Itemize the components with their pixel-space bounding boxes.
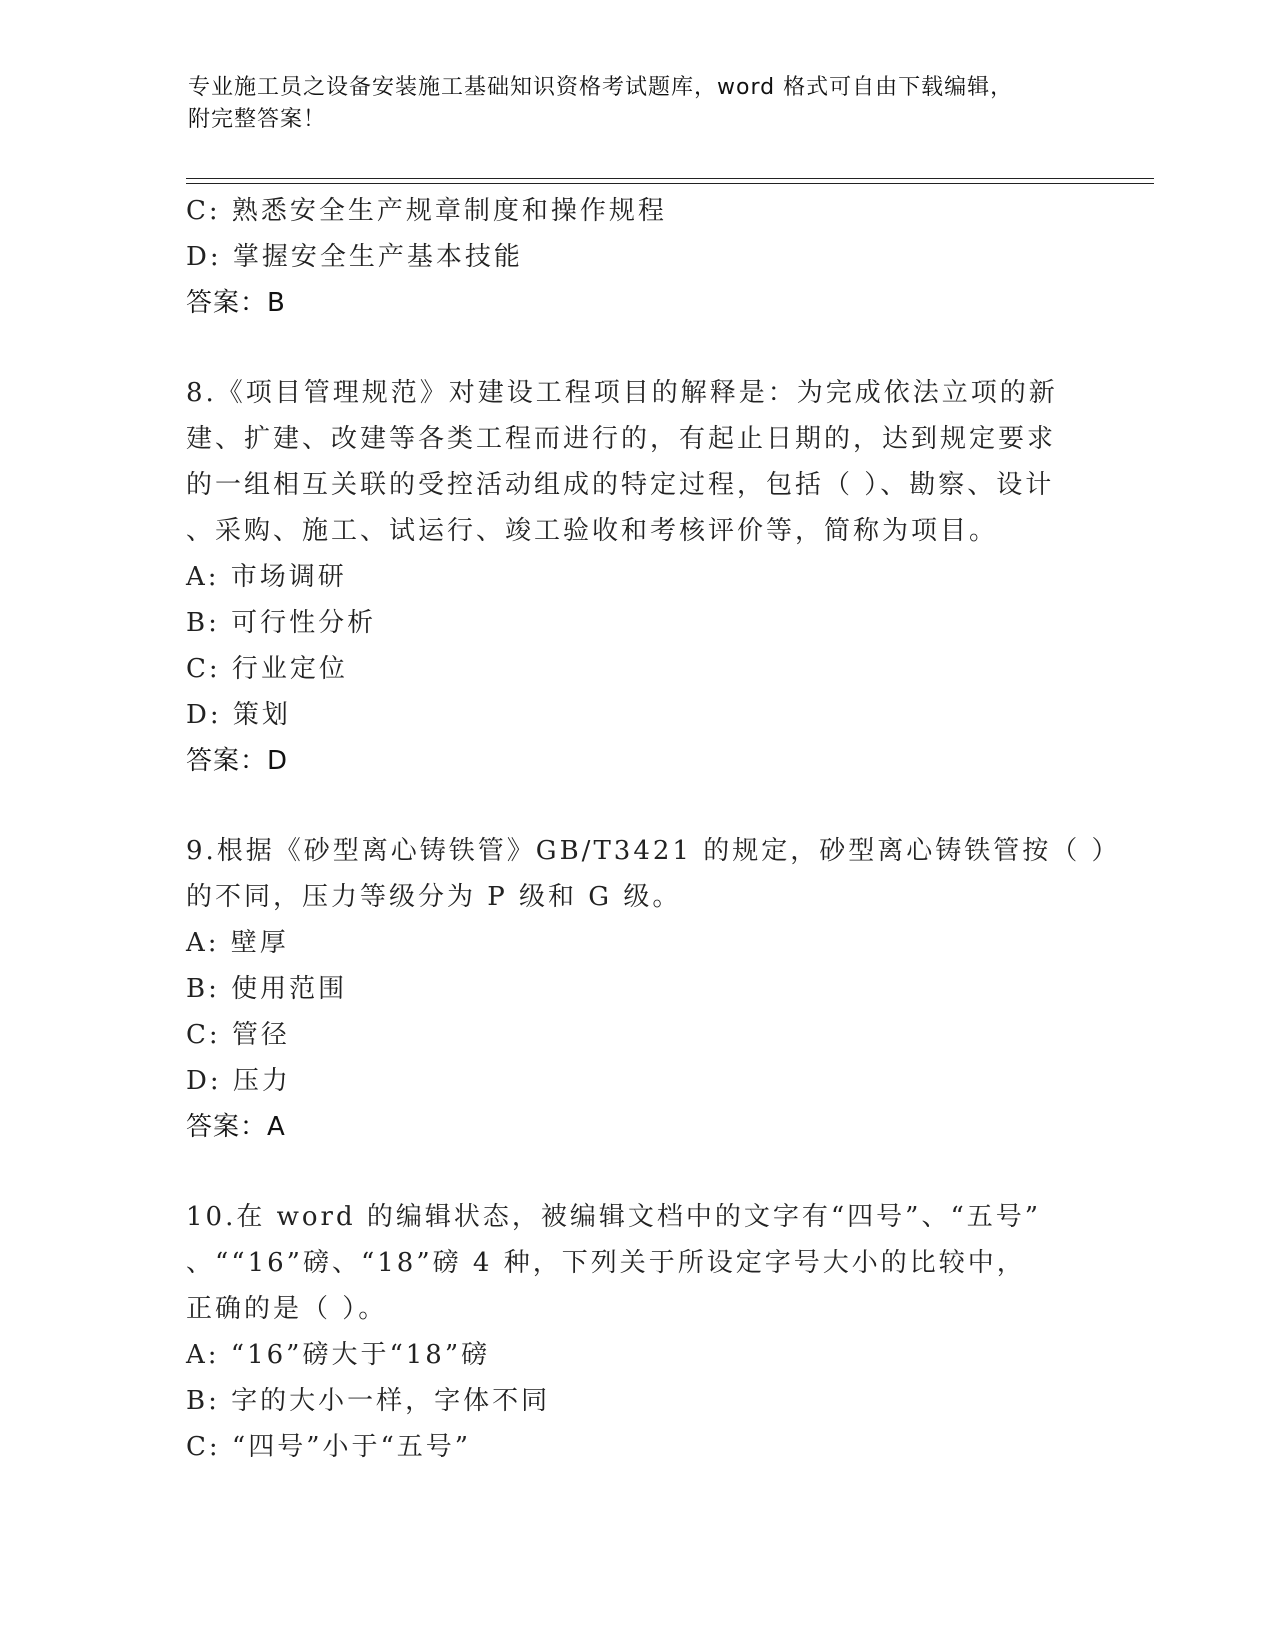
question-stem-line: 的一组相互关联的受控活动组成的特定过程，包括（ ）、勘察、设计: [186, 470, 1055, 500]
option-d: D: 策划: [186, 700, 291, 730]
option-d: D: 掌握安全生产基本技能: [186, 242, 523, 272]
question-stem-line: 8.《项目管理规范》对建设工程项目的解释是：为完成依法立项的新: [186, 378, 1058, 408]
header-divider-top: [186, 178, 1154, 179]
question-stem-line: 的不同，压力等级分为 P 级和 G 级。: [186, 882, 682, 912]
option-a: A: 壁厚: [186, 928, 289, 958]
option-d: D: 压力: [186, 1066, 291, 1096]
answer-label: 答案：B: [186, 288, 286, 318]
option-a: A: 市场调研: [186, 562, 347, 592]
document-header: [188, 72, 1068, 136]
question-9: [186, 828, 1121, 1150]
question-stem-line: 10.在 word 的编辑状态，被编辑文档中的文字有“四号”、“五号”: [186, 1202, 1042, 1232]
option-c: C: 行业定位: [186, 654, 348, 684]
question-stem-line: 正确的是（ ）。: [186, 1294, 388, 1324]
question-10: [186, 1194, 1086, 1470]
option-b: B: 可行性分析: [186, 608, 377, 638]
question-8: [186, 370, 1086, 784]
option-a: A: “16”磅大于“18”磅: [186, 1340, 491, 1370]
question-stem-line: 、““16”磅、“18”磅 4 种，下列关于所设定字号大小的比较中，: [186, 1248, 1026, 1278]
header-line-2: 附完整答案！: [188, 107, 327, 132]
option-c: C: 熟悉安全生产规章制度和操作规程: [186, 196, 667, 226]
spacer: [186, 784, 1086, 828]
answer-label: 答案：A: [186, 1112, 286, 1142]
answer-label: 答案：D: [186, 746, 289, 776]
header-line-1: 专业施工员之设备安装施工基础知识资格考试题库，word 格式可自由下载编辑，: [188, 75, 1014, 100]
option-b: B: 使用范围: [186, 974, 348, 1004]
header-divider-bottom: [186, 183, 1154, 184]
question-stem-line: 建、扩建、改建等各类工程而进行的，有起止日期的，达到规定要求: [186, 424, 1057, 454]
document-body: [186, 188, 1121, 1470]
option-b: B: 字的大小一样，字体不同: [186, 1386, 551, 1416]
spacer: [186, 1150, 1086, 1194]
question-stem-line: 9.根据《砂型离心铸铁管》GB/T3421 的规定，砂型离心铸铁管按（ ）: [186, 836, 1121, 866]
spacer: [186, 326, 1086, 370]
question-7-tail: [186, 188, 1086, 326]
question-stem-line: 、采购、施工、试运行、竣工验收和考核评价等，简称为项目。: [186, 516, 999, 546]
option-c: C: “四号”小于“五号”: [186, 1432, 472, 1462]
option-c: C: 管径: [186, 1020, 290, 1050]
